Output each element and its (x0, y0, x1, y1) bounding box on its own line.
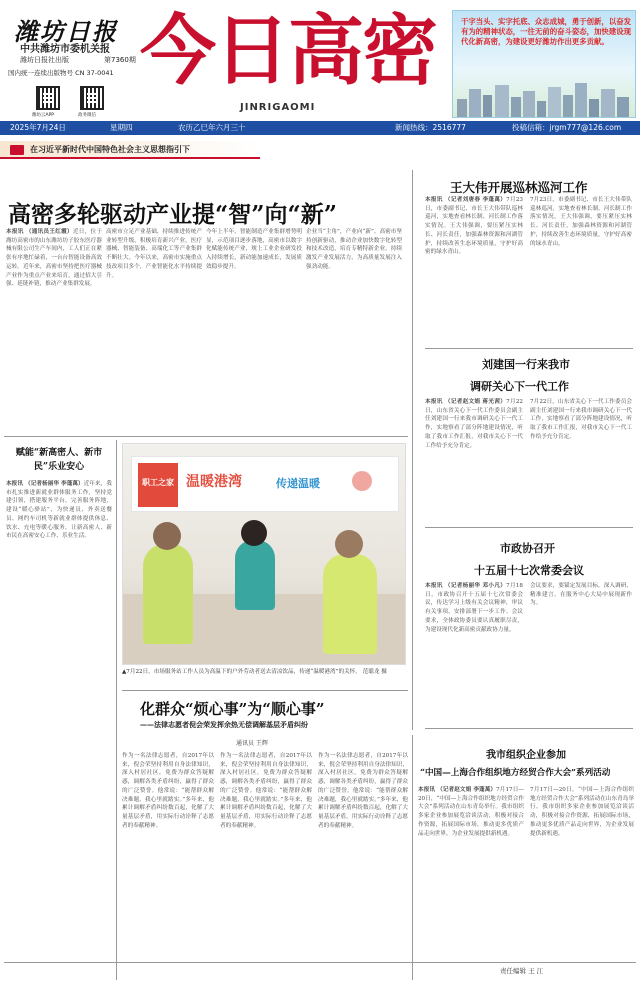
chq-column-2: 作为一名法律志愿者，自2017年以来，倪会荣坚持利用自身法律知识，深入村居社区，免费为群众答疑解惑，调解各类矛盾纠纷，赢得了群众的广泛赞誉。他常说：“能帮群众解决难题，我心里就踏实。”多年来，他累计调解矛盾纠纷数百起，化解了大量基层矛盾，用实际行动诠释了志愿者的奉献精神。 (220, 753, 312, 829)
coop-column-2: 7月17日—20日，“中国—上海合作组织地方经贸合作大会”系列活动在山东青岛举行。我市组织多家企业参加展览洽谈活动，积极对接合作资源，拓展国际市场，推动更多优质产品走向世界，为企业发展提供新机遇。 (530, 787, 634, 837)
issue-number: 第7360期 (104, 56, 136, 64)
liu-body-text: 7月22日，山东省关心下一代工作委员会副主任刘建国一行来我市调研关心下一代工作，实地察看了部分阵地建设情况，听取了我市工作汇报，对我市关心下一代工作给予充分肯定。 (425, 399, 523, 449)
poster-text: 职工之家 (142, 478, 174, 487)
chq-headline: 化群众“烦心事”为“顺心事” (140, 700, 325, 718)
submission-email: 投稿信箱：jrgm777@126.com (512, 123, 622, 132)
masthead (0, 0, 640, 120)
main-column-1 (6, 228, 102, 438)
main-column-3: 今年上半年，智能制造产业集群增势明显，示范项目逐步落地，高密市以数字化赋能传统产业，规上工业企业研发投入持续增长，新动能加速成长，发展质效稳步提升。 (206, 229, 302, 270)
wang-body-2: 7月23日，市委副书记、市长王大伟带队巡林巡河，实地查看林长制、河长制工作落实情况。王大伟强调，要压紧压实林长、河长责任，加强森林资源和河湖管护，持续改善生态环境质量，守护好高密的绿水青山。 (530, 197, 632, 247)
coop-headline-1: 我市组织企业参加 (486, 750, 566, 761)
chq-subheadline: ——法律志愿者倪会荣发挥余热无偿调解基层矛盾纠纷 (140, 721, 308, 729)
liu-headline-1: 刘建国一行来我市 (482, 358, 570, 371)
lunar-date: 农历乙巳年六月三十 (178, 123, 246, 132)
divider (412, 170, 413, 730)
main-byline: 本报讯 （通讯员王红霞） (6, 229, 73, 235)
divider (122, 690, 408, 691)
edition-title: 今日高密 (140, 6, 436, 95)
cppcc-headline-1: 市政协召开 (500, 542, 555, 555)
worker-right (323, 554, 377, 654)
weekday: 星期四 (110, 123, 133, 132)
banner-text: 在习近平新时代中国特色社会主义思想指引下 (30, 145, 190, 154)
worker-left (143, 544, 193, 644)
divider (425, 348, 633, 349)
left-headline: 赋能“新高密人、新市民”乐业安心 (15, 448, 103, 472)
left-body-text: 近年来，我市扎实推进新就业群体服务工作，坚持党建引领，搭建服务平台，完善服务阵地，建设“暖心驿站”，为快递员、外卖送餐员、网约车司机等新就业群体提供休息、饮水、充电等暖心服务，让新高密人、新市民在高密安心工作、乐业生活。 (6, 481, 112, 540)
worker-right-head (335, 530, 363, 558)
chq-column-3: 作为一名法律志愿者，自2017年以来，倪会荣坚持利用自身法律知识，深入村居社区，免费为群众答疑解惑，调解各类矛盾纠纷，赢得了群众的广泛赞誉。他常说：“能帮群众解决难题，我心里就踏实。”多年来，他累计调解矛盾纠纷数百起，化解了大量基层矛盾，用实际行动诠释了志愿者的奉献精神。 (318, 753, 408, 829)
cppcc-byline: 本报讯 （记者杨丽华 邓小凡） (425, 583, 507, 589)
news-photo (122, 443, 406, 665)
slogan-text: 干字当头、实字托底、众志成城，勇于创新，以奋发有为的精神状态，一往无前的奋斗姿态，加快建设现代化新高密，为建设更好潍坊作出更多贡献。 (461, 17, 631, 46)
cn-number: 国内统一连续出版物号 CN 37-0041 (8, 69, 114, 77)
issue-date: 2025年7月24日 (10, 123, 66, 132)
left-byline: 本报讯 （记者杨丽华 李蓬萬） (6, 481, 84, 487)
main-headline: 高密多轮驱动产业提“智”向“新” (8, 201, 337, 228)
wang-headline: 王大伟开展巡林巡河工作 (450, 180, 588, 195)
divider (412, 735, 413, 980)
qr-code-wechat (80, 86, 104, 110)
liu-byline: 本报讯 （记者赵文娟 蒋光茜） (425, 399, 507, 405)
cppcc-headline-2: 十五届十七次常委会议 (474, 564, 584, 577)
main-column-4: 企业当“主角”，产业向“新”。高密市坚持创新驱动，推动企业加快数字化转型和技术改造，培育专精特新企业，持续激发产业发展活力，为高质量发展注入强劲动能。 (306, 229, 402, 270)
cppcc-column-1 (425, 582, 523, 722)
publisher-office: 潍坊日报社出版 (20, 56, 69, 64)
main-column-2: 高密市立足产业基础，持续推进传统产业转型升级，积极培育新兴产业，医疗器械、智能装备、高端化工等产业集群不断壮大。今年以来，高密市实施重点技改项目多个，产业智能化水平持续提升。 (106, 229, 202, 279)
chq-byline: 通讯员 王辉 (236, 740, 268, 747)
publisher: 中共潍坊市委机关报 (20, 44, 110, 55)
main-body-text-1: 近日，位于潍坊高密市的山东潍坊坊子胶东医疗器械有限公司生产车间内，工人们正在紧张有序地忙碌着，一台台智能设备高效运转。近年来，高密市坚持把医疗器械产业作为重点产业来培育，通过招大引强、延链补链，推动产业集群发展。 (6, 229, 102, 288)
edition-pinyin: JINRIGAOMI (240, 102, 316, 113)
poster-text: 温暖港湾 (186, 474, 242, 490)
divider (425, 728, 633, 729)
coop-body-text: 7月17日—20日，“中国—上海合作组织地方经贸合作大会”系列活动在山东青岛举行。我市组织多家企业参加展览洽谈活动，积极对接合作资源，拓展国际市场，推动更多优质产品走向世界，为企业发展提供新机遇。 (418, 787, 524, 837)
wang-body-text: 7月23日，市委副书记、市长王大伟带队巡林巡河，实地查看林长制、河长制工作落实情况。王大伟强调，要压紧压实林长、河长责任，加强森林资源和河湖管护，持续改善生态环境质量，守护好高密的绿水青山。 (425, 197, 523, 256)
photo-caption: ▲7月22日，市场服务站工作人员为高温下的户外劳动者送去清凉饮品，传递“温暖港湾”的关怀。 范聪龙 摄 (122, 669, 387, 675)
banner (0, 141, 260, 159)
divider (425, 527, 633, 528)
footer-rule (4, 962, 636, 963)
chq-column-1: 作为一名法律志愿者，自2017年以来，倪会荣坚持利用自身法律知识，深入村居社区，免费为群众答疑解惑，调解各类矛盾纠纷，赢得了群众的广泛赞誉。他常说：“能帮群众解决难题，我心里就踏实。”多年来，他累计调解矛盾纠纷数百起，化解了大量基层矛盾，用实际行动诠释了志愿者的奉献精神。 (122, 753, 214, 829)
date-bar (0, 121, 640, 135)
worker-left-head (153, 522, 181, 550)
poster-board (131, 456, 399, 512)
coop-byline: 本报讯 （记者赵文娟 李蓬萬） (418, 787, 497, 793)
volunteer (235, 540, 275, 610)
wang-body-1 (425, 196, 523, 344)
liu-column-2: 7月22日，山东省关心下一代工作委员会副主任刘建国一行来我市调研关心下一代工作，实地察看了部分阵地建设情况，听取了我市工作汇报，对我市关心下一代工作给予充分肯定。 (530, 399, 632, 440)
volunteer-head (241, 520, 267, 546)
footer-editor: 责任编辑 王 江 (500, 967, 544, 975)
qr-caption-wechat: 政务微信 (78, 113, 96, 118)
coop-headline-2: “中国—上海合作组织地方经贸合作大会”系列活动 (420, 768, 611, 778)
news-hotline: 新闻热线：2516777 (395, 123, 466, 132)
poster-heart-icon (352, 471, 372, 491)
left-column (6, 480, 112, 890)
divider (4, 436, 408, 437)
skyline-graphic (453, 81, 636, 118)
wang-byline: 本报讯 （记者刘唐春 李蓬萬） (425, 197, 507, 203)
liu-headline-2: 调研关心下一代工作 (470, 380, 569, 393)
qr-caption-app: 潍坊云APP (32, 113, 55, 118)
poster-text: 传递温暖 (276, 477, 320, 490)
cppcc-body-text: 7月18日，市政协召开十五届十七次常委会议，传达学习上级有关会议精神，审议有关事项，安排部署下一步工作。会议要求，全体政协委员要认真履职尽责，为建设现代化新高密贡献政协力量。 (425, 583, 523, 633)
paper-name: 潍坊日报 (14, 17, 118, 46)
liu-column-1 (425, 398, 523, 523)
flag-icon (10, 145, 24, 155)
cppcc-column-2: 会议要求，要锚定发展目标，深入调研、精准建言，在服务中心大局中展现新作为。 (530, 583, 632, 607)
qr-code-app (36, 86, 60, 110)
slogan-panel (452, 10, 636, 118)
divider (116, 440, 117, 980)
coop-column-1 (418, 786, 524, 956)
